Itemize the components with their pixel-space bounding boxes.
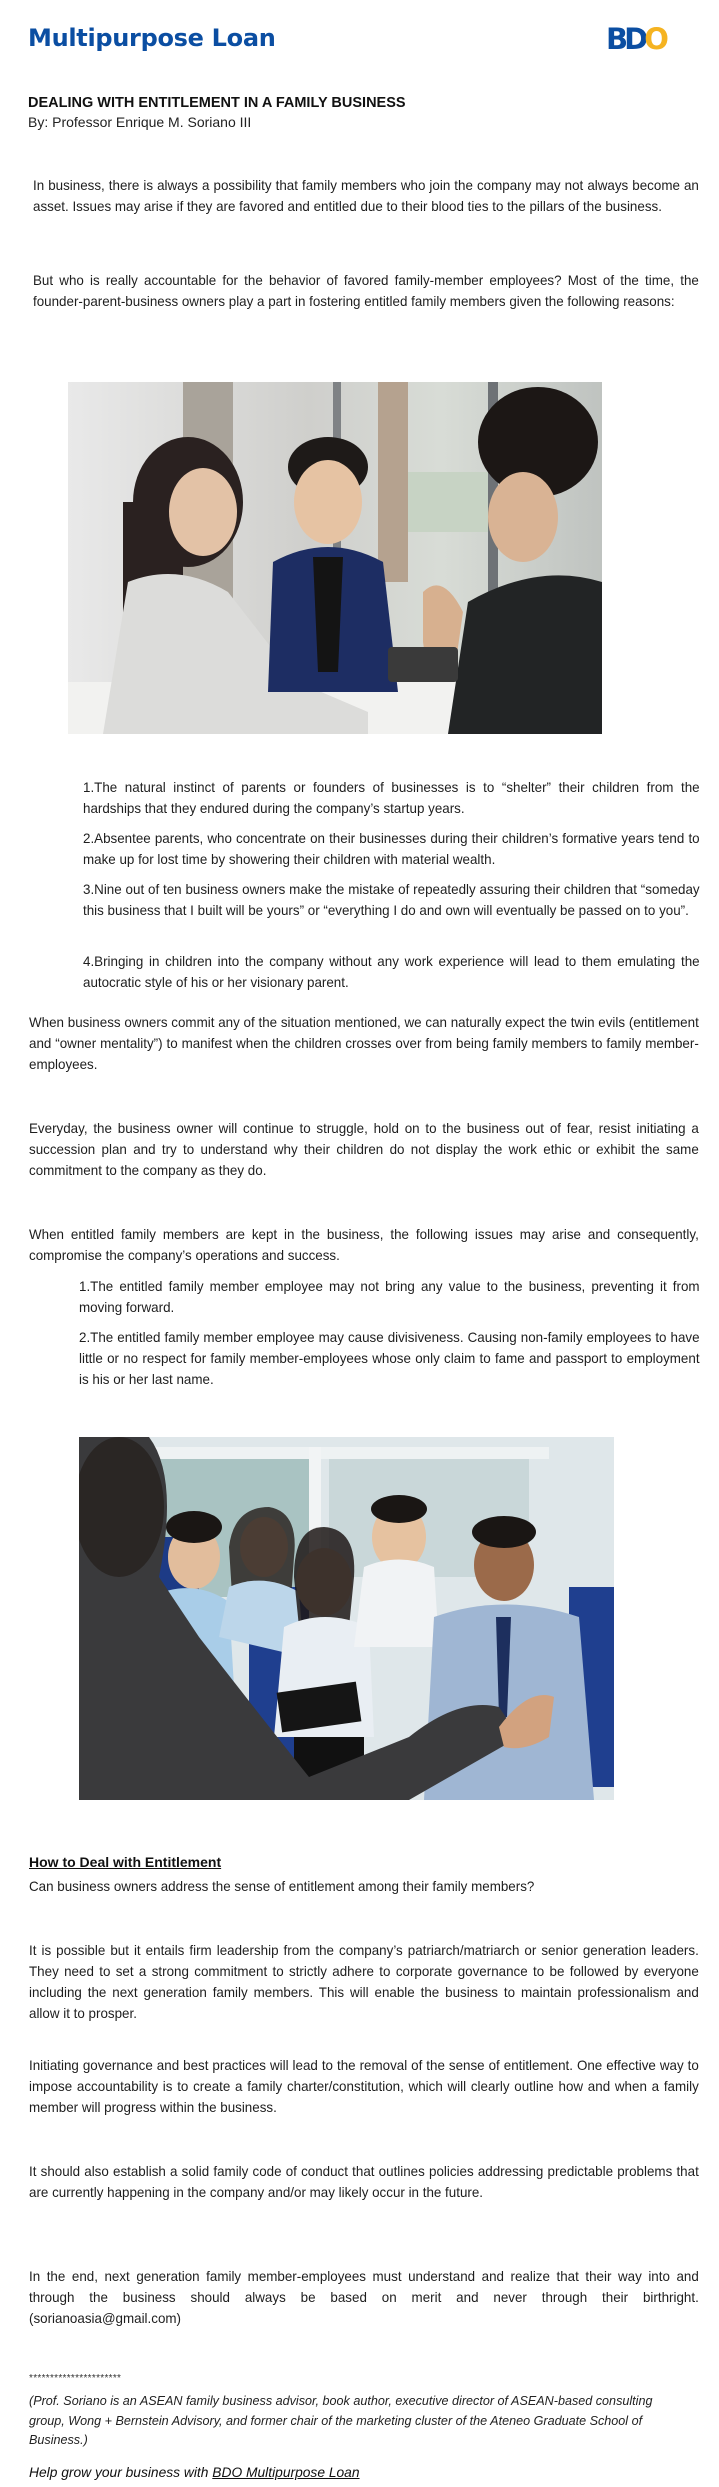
paragraph-intro-2: But who is really accountable for the behavior of favored family-member employees? Most of the time, the founder-parent-business owners play a part in fostering entitled family members given the following reasons:	[33, 273, 699, 309]
byline: By: Professor Enrique M. Soriano III	[28, 114, 252, 130]
training-photo-illustration	[79, 1437, 614, 1800]
paragraph-twin-evils: When business owners commit any of the situation mentioned, we can naturally expect the twin evils (entitlement and “owner mentality”) to manifest when the children crosses over from being family members to family member-employees.	[29, 1015, 699, 1072]
training-photo	[79, 1437, 614, 1800]
paragraph-leadership: It is possible but it entails firm leadership from the company’s patriarch/matriarch or senior generation leaders. They need to set a strong commitment to strictly adhere to corporate governance to be followed by everyone including the next generation family members. This will enable the business to maintain professionalism and allow it to prosper.	[29, 1943, 699, 2021]
paragraph-governance: Initiating governance and best practices will lead to the removal of the sense of entitlement. One effective way to impose accountability is to create a family charter/constitution, which will clearly outline how and when a family member will progress within the business.	[29, 2058, 699, 2115]
logo-text-o: O	[644, 22, 669, 56]
paragraph-code-of-conduct: It should also establish a solid family code of conduct that outlines policies addressing predictable problems that are currently happening in the company and/or may likely occur in the future.	[29, 2164, 699, 2200]
brand-title: Multipurpose Loan	[28, 24, 276, 52]
reason-item-4: 4.Bringing in children into the company without any work experience will lead to them emulating the autocratic style of his or her visionary parent.	[83, 954, 700, 990]
paragraph-everyday: Everyday, the business owner will continue to struggle, hold on to the business out of fear, resist initiating a succession plan and try to understand why their children do not display the work ethic or exhibit the same commitment to the company as they do.	[29, 1121, 699, 1178]
issue-item-1: 1.The entitled family member employee may not bring any value to the business, preventing it from moving forward.	[79, 1279, 700, 1315]
separator-stars: **********************	[29, 2373, 122, 2384]
issue-item-2: 2.The entitled family member employee may cause divisiveness. Causing non-family employees to have little or no respect for family member-employees whose only claim to fame and passport to employment is his or her last name.	[79, 1330, 700, 1387]
paragraph-issues-intro: When entitled family members are kept in the business, the following issues may arise and consequently, compromise the company’s operations and success.	[29, 1227, 699, 1263]
article-title: DEALING WITH ENTITLEMENT IN A FAMILY BUSINESS	[28, 95, 406, 111]
paragraph-intro-1: In business, there is always a possibility that family members who join the company may not always become an asset. Issues may arise if they are favored and entitled due to their blood ties to the pillars of the business.	[33, 178, 699, 214]
bdo-multipurpose-loan-link[interactable]: BDO Multipurpose Loan	[212, 2465, 360, 2480]
reason-item-2: 2.Absentee parents, who concentrate on their businesses during their children’s formative years tend to make up for lost time by showering their children with material wealth.	[83, 831, 700, 867]
paragraph-conclusion: In the end, next generation family member-employees must understand and realize that their way into and through the business should always be based on merit and never through their birthright. (sorianoasia@gmail.com)	[29, 2269, 699, 2326]
section-heading: How to Deal with Entitlement	[29, 1854, 222, 1870]
reason-item-1: 1.The natural instinct of parents or founders of businesses is to “shelter” their children from the hardships that they endured during the company’s startup years.	[83, 780, 700, 816]
cta-prefix: Help grow your business with	[29, 2465, 213, 2480]
call-to-action	[29, 2465, 360, 2480]
logo-text-bd: BD	[606, 22, 645, 56]
meeting-photo-illustration	[68, 382, 602, 734]
paragraph-question: Can business owners address the sense of entitlement among their family members?	[29, 1879, 535, 1894]
author-bio: (Prof. Soriano is an ASEAN family business advisor, book author, executive director of ASEAN-based consulting group, Wong + Bernstein Advisory, and former chair of the marketing cluster of the Ateneo Graduate School of Business.)	[29, 2394, 653, 2447]
bdo-logo[interactable]	[606, 22, 669, 56]
meeting-photo	[68, 382, 602, 734]
reason-item-3: 3.Nine out of ten business owners make the mistake of repeatedly assuring their children that “someday this business that I built will be yours” or “everything I do and own will eventually be passed on to you”.	[83, 882, 700, 918]
